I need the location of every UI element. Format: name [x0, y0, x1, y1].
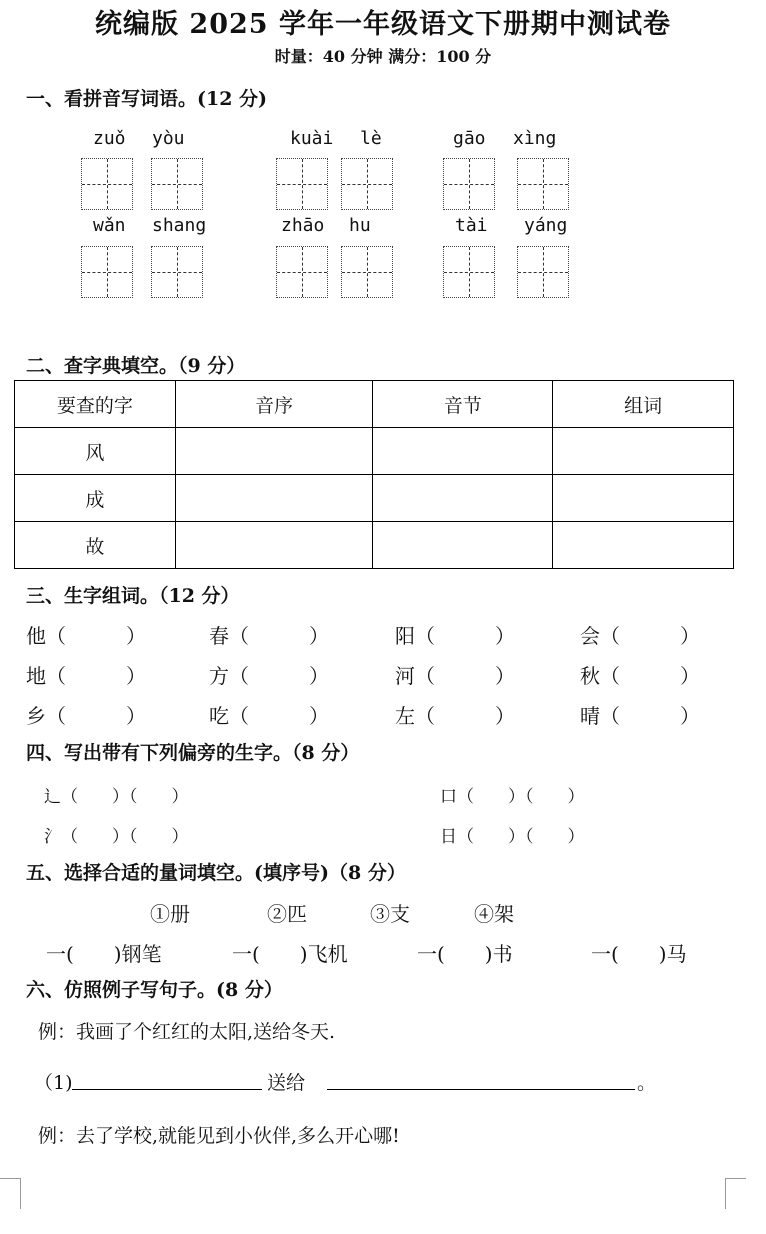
- pinyin-label: yáng: [524, 215, 568, 236]
- pinyin-label: xìng: [513, 128, 557, 149]
- writing-box[interactable]: [151, 158, 203, 210]
- pinyin-label: yòu: [152, 128, 185, 149]
- answer-cell[interactable]: [175, 522, 373, 569]
- answer-cell[interactable]: [175, 475, 373, 522]
- pinyin-label: zhāo: [281, 215, 325, 236]
- word-item[interactable]: 河（ ）: [395, 664, 515, 688]
- pinyin-label: wǎn: [93, 215, 126, 236]
- word-item[interactable]: 春（ ）: [209, 624, 329, 648]
- writing-box[interactable]: [517, 246, 569, 298]
- sentence-connector: 送给: [267, 1072, 306, 1094]
- measure-option: ①册: [150, 902, 190, 926]
- pinyin-label: tài: [455, 215, 488, 236]
- radical-item[interactable]: 口（ ）（ ）: [440, 787, 585, 807]
- column-header: 组词: [553, 381, 734, 428]
- column-header: 要查的字: [15, 381, 176, 428]
- column-header: 音节: [373, 381, 553, 428]
- writing-box[interactable]: [341, 246, 393, 298]
- radical-item[interactable]: 辶（ ）（ ）: [44, 787, 189, 807]
- measure-fill[interactable]: 一( )书: [417, 942, 513, 966]
- measure-fill[interactable]: 一( )钢笔: [46, 942, 162, 966]
- section-4-heading: 四、写出带有下列偏旁的生字。（8 分）: [26, 742, 360, 764]
- page-corner-mark: [0, 1178, 21, 1209]
- radical-item[interactable]: 日（ ）（ ）: [440, 827, 585, 847]
- section-2-heading: 二、查字典填空。（9 分）: [26, 355, 246, 377]
- word-item[interactable]: 阳（ ）: [395, 624, 515, 648]
- answer-line[interactable]: [72, 1089, 262, 1090]
- writing-box[interactable]: [341, 158, 393, 210]
- table-row: [15, 428, 734, 475]
- word-item[interactable]: 左（ ）: [395, 704, 515, 728]
- word-item[interactable]: 吃（ ）: [209, 704, 329, 728]
- pinyin-label: shang: [152, 215, 207, 236]
- pinyin-label: zuǒ: [93, 128, 126, 149]
- writing-box[interactable]: [81, 246, 133, 298]
- measure-fill[interactable]: 一( )飞机: [232, 942, 348, 966]
- answer-cell[interactable]: [373, 428, 553, 475]
- pinyin-label: kuài: [290, 128, 334, 149]
- pinyin-label: hu: [349, 215, 371, 236]
- word-item[interactable]: 地（ ）: [26, 664, 146, 688]
- word-item[interactable]: 晴（ ）: [580, 704, 700, 728]
- measure-option: ④架: [474, 902, 514, 926]
- example-sentence: 例：去了学校,就能见到小伙伴,多么开心哪!: [38, 1125, 400, 1147]
- word-item[interactable]: 方（ ）: [209, 664, 329, 688]
- pinyin-label: lè: [360, 128, 382, 149]
- radical-item[interactable]: 氵（ ）（ ）: [44, 827, 189, 847]
- answer-line[interactable]: [327, 1089, 635, 1090]
- page-title: 统编版 2025 学年一年级语文下册期中测试卷: [95, 9, 671, 40]
- writing-box[interactable]: [443, 246, 495, 298]
- measure-option: ③支: [370, 902, 410, 926]
- column-header: 音序: [175, 381, 373, 428]
- word-item[interactable]: 乡（ ）: [26, 704, 146, 728]
- lookup-char: 成: [15, 475, 176, 522]
- lookup-char: 风: [15, 428, 176, 475]
- page-corner-mark: [725, 1178, 746, 1209]
- answer-cell[interactable]: [373, 475, 553, 522]
- table-row: [15, 475, 734, 522]
- writing-box[interactable]: [276, 158, 328, 210]
- writing-box[interactable]: [517, 158, 569, 210]
- section-1-heading: 一、看拼音写词语。(12 分): [26, 88, 268, 110]
- answer-cell[interactable]: [373, 522, 553, 569]
- exam-info: 时量：40 分钟 满分：100 分: [274, 47, 492, 66]
- answer-cell[interactable]: [175, 428, 373, 475]
- word-item[interactable]: 会（ ）: [580, 624, 700, 648]
- section-3-heading: 三、生字组词。（12 分）: [26, 585, 240, 607]
- table-row: [15, 522, 734, 569]
- word-item[interactable]: 他（ ）: [26, 624, 146, 648]
- example-sentence: 例：我画了个红红的太阳,送给冬天.: [38, 1021, 336, 1043]
- writing-box[interactable]: [443, 158, 495, 210]
- measure-fill[interactable]: 一( )马: [591, 942, 687, 966]
- measure-option: ②匹: [267, 902, 307, 926]
- pinyin-label: gāo: [453, 128, 486, 149]
- dictionary-table: [14, 380, 734, 569]
- table-header-row: [15, 381, 734, 428]
- lookup-char: 故: [15, 522, 176, 569]
- sentence-number: （1): [34, 1072, 73, 1094]
- section-5-heading: 五、选择合适的量词填空。(填序号)（8 分）: [26, 862, 406, 884]
- word-item[interactable]: 秋（ ）: [580, 664, 700, 688]
- answer-cell[interactable]: [553, 428, 734, 475]
- writing-box[interactable]: [276, 246, 328, 298]
- answer-cell[interactable]: [553, 522, 734, 569]
- answer-cell[interactable]: [553, 475, 734, 522]
- writing-box[interactable]: [151, 246, 203, 298]
- sentence-end: 。: [637, 1072, 657, 1094]
- section-6-heading: 六、仿照例子写句子。(8 分）: [26, 979, 283, 1001]
- writing-box[interactable]: [81, 158, 133, 210]
